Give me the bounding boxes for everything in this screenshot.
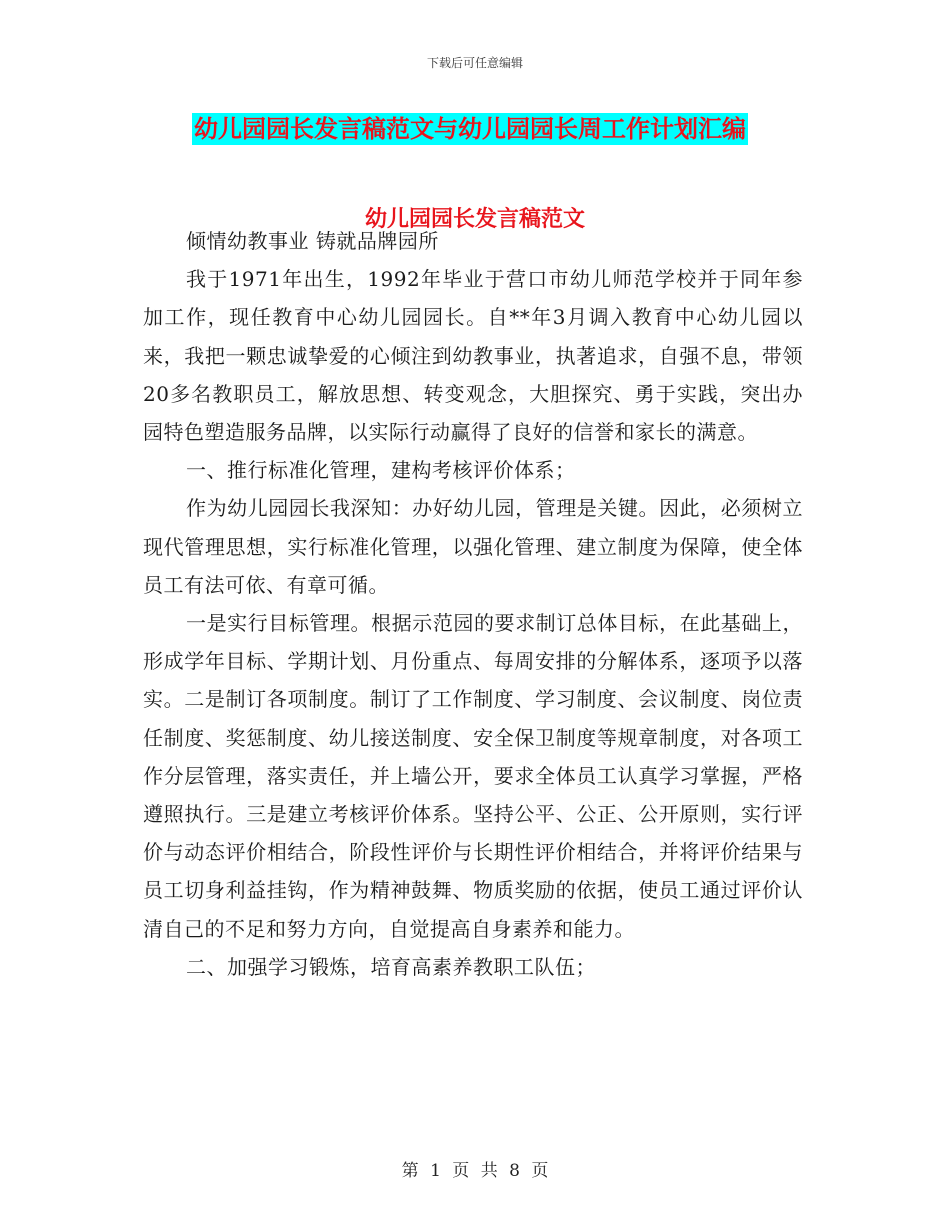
body-paragraph: 我于1971年出生，1992年毕业于营口市幼儿师范学校并于同年参加工作，现任教育中心幼儿园园长。自**年3月调入教育中心幼儿园以来，我把一颗忠诚挚爱的心倾注到幼教事业，执著追求，自强不息，带领 20多名教职员工，解放思想、转变观念，大胆探究、勇于实践，突出办园特色塑造服务品牌，以实际行动赢得了良好的信誉和家长的满意。 (143, 267, 803, 445)
header-note: 下载后可任意编辑 (426, 56, 523, 70)
page-footer: 第 1 页 共 8 页 (401, 1161, 549, 1181)
document-title: 幼儿园园长发言稿范文与幼儿园园长周工作计划汇编 (194, 114, 746, 143)
section-heading-2: 二、加强学习锻炼，培育高素养教职工队伍； (186, 954, 596, 979)
document-body (143, 222, 803, 986)
body-paragraph: 作为幼儿园园长我深知：办好幼儿园，管理是关键。因此，必须树立现代管理思想，实行标准化管理，以强化管理、建立制度为保障，使全体员工有法可依、有章可循。 (143, 496, 803, 597)
section-heading-1: 一、推行标准化管理，建构考核评价体系； (186, 458, 576, 483)
body-paragraph: 一是实行目标管理。根据示范园的要求制订总体目标，在此基础上，形成学年目标、学期计划、月份重点、每周安排的分解体系，逐项予以落实。二是制订各项制度。制订了工作制度、学习制度、会议制度、岗位责任制度、奖惩制度、幼儿接送制度、安全保卫制度等规章制度，对各项工作分层管理，落实责任，并上墙公开，要求全体员工认真学习掌握，严格遵照执行。三是建立考核评价体系。坚持公平、公正、公开原则，实行评价与动态评价相结合，阶段性评价与长期性评价相结合，并将评价结果与员工切身利益挂钩，作为精神鼓舞、物质奖励的依据，使员工通过评价认清自己的不足和努力方向，自觉提高自身素养和能力。 (143, 611, 803, 941)
section-title: 幼儿园园长发言稿范文 (364, 206, 585, 232)
subtitle-paragraph: 倾情幼教事业 铸就品牌园所 (186, 229, 439, 253)
